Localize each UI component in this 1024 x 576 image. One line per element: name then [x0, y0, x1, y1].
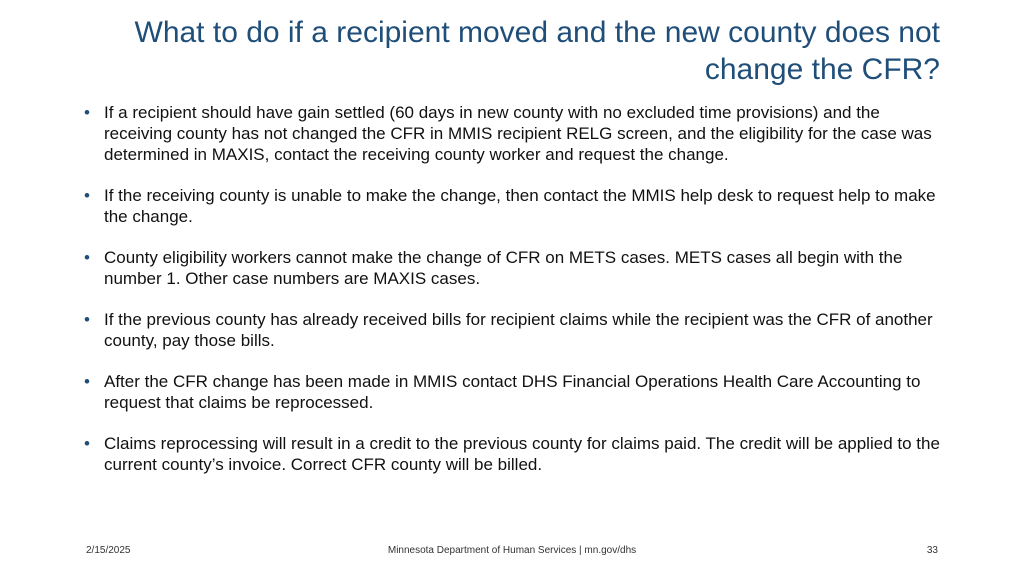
bullet-point-icon: •: [84, 310, 90, 329]
bullet-item: [84, 247, 944, 289]
bullet-text: County eligibility workers cannot make the change of CFR on METS cases. METS cases all begin with the number 1. Other case numbers are MAXIS cases.: [104, 248, 903, 288]
page-number: 33: [926, 545, 938, 556]
bullet-point-icon: •: [84, 248, 90, 267]
bullet-item: [84, 371, 944, 413]
bullet-point-icon: •: [84, 103, 90, 122]
bullet-item: [84, 102, 944, 165]
bullet-item: [84, 309, 944, 351]
slide-title: What to do if a recipient moved and the new county does not change the CFR?: [134, 16, 940, 86]
bullet-point-icon: •: [84, 372, 90, 391]
bullet-text: Claims reprocessing will result in a credit to the previous county for claims paid. The credit will be applied to the current county’s invoice. Correct CFR county will be billed.: [104, 434, 940, 474]
bullet-text: If a recipient should have gain settled (60 days in new county with no excluded time provisions) and the receiving county has not changed the CFR in MMIS recipient RELG screen, and the eligibility for the case was determined in MAXIS, contact the receiving county worker and request the change.: [104, 103, 932, 164]
bullet-list: [84, 102, 944, 495]
footer-organization: Minnesota Department of Human Services | mn.gov/dhs: [387, 545, 637, 556]
bullet-text: If the receiving county is unable to make the change, then contact the MMIS help desk to request help to make the change.: [104, 186, 936, 226]
bullet-text: After the CFR change has been made in MMIS contact DHS Financial Operations Health Care Accounting to request that claims be reprocessed.: [104, 372, 921, 412]
bullet-item: [84, 433, 944, 475]
slide-footer: [0, 543, 1024, 559]
bullet-point-icon: •: [84, 434, 90, 453]
footer-date: 2/15/2025: [86, 545, 131, 556]
bullet-text: If the previous county has already received bills for recipient claims while the recipient was the CFR of another county, pay those bills.: [104, 310, 933, 350]
bullet-item: [84, 185, 944, 227]
bullet-point-icon: •: [84, 186, 90, 205]
